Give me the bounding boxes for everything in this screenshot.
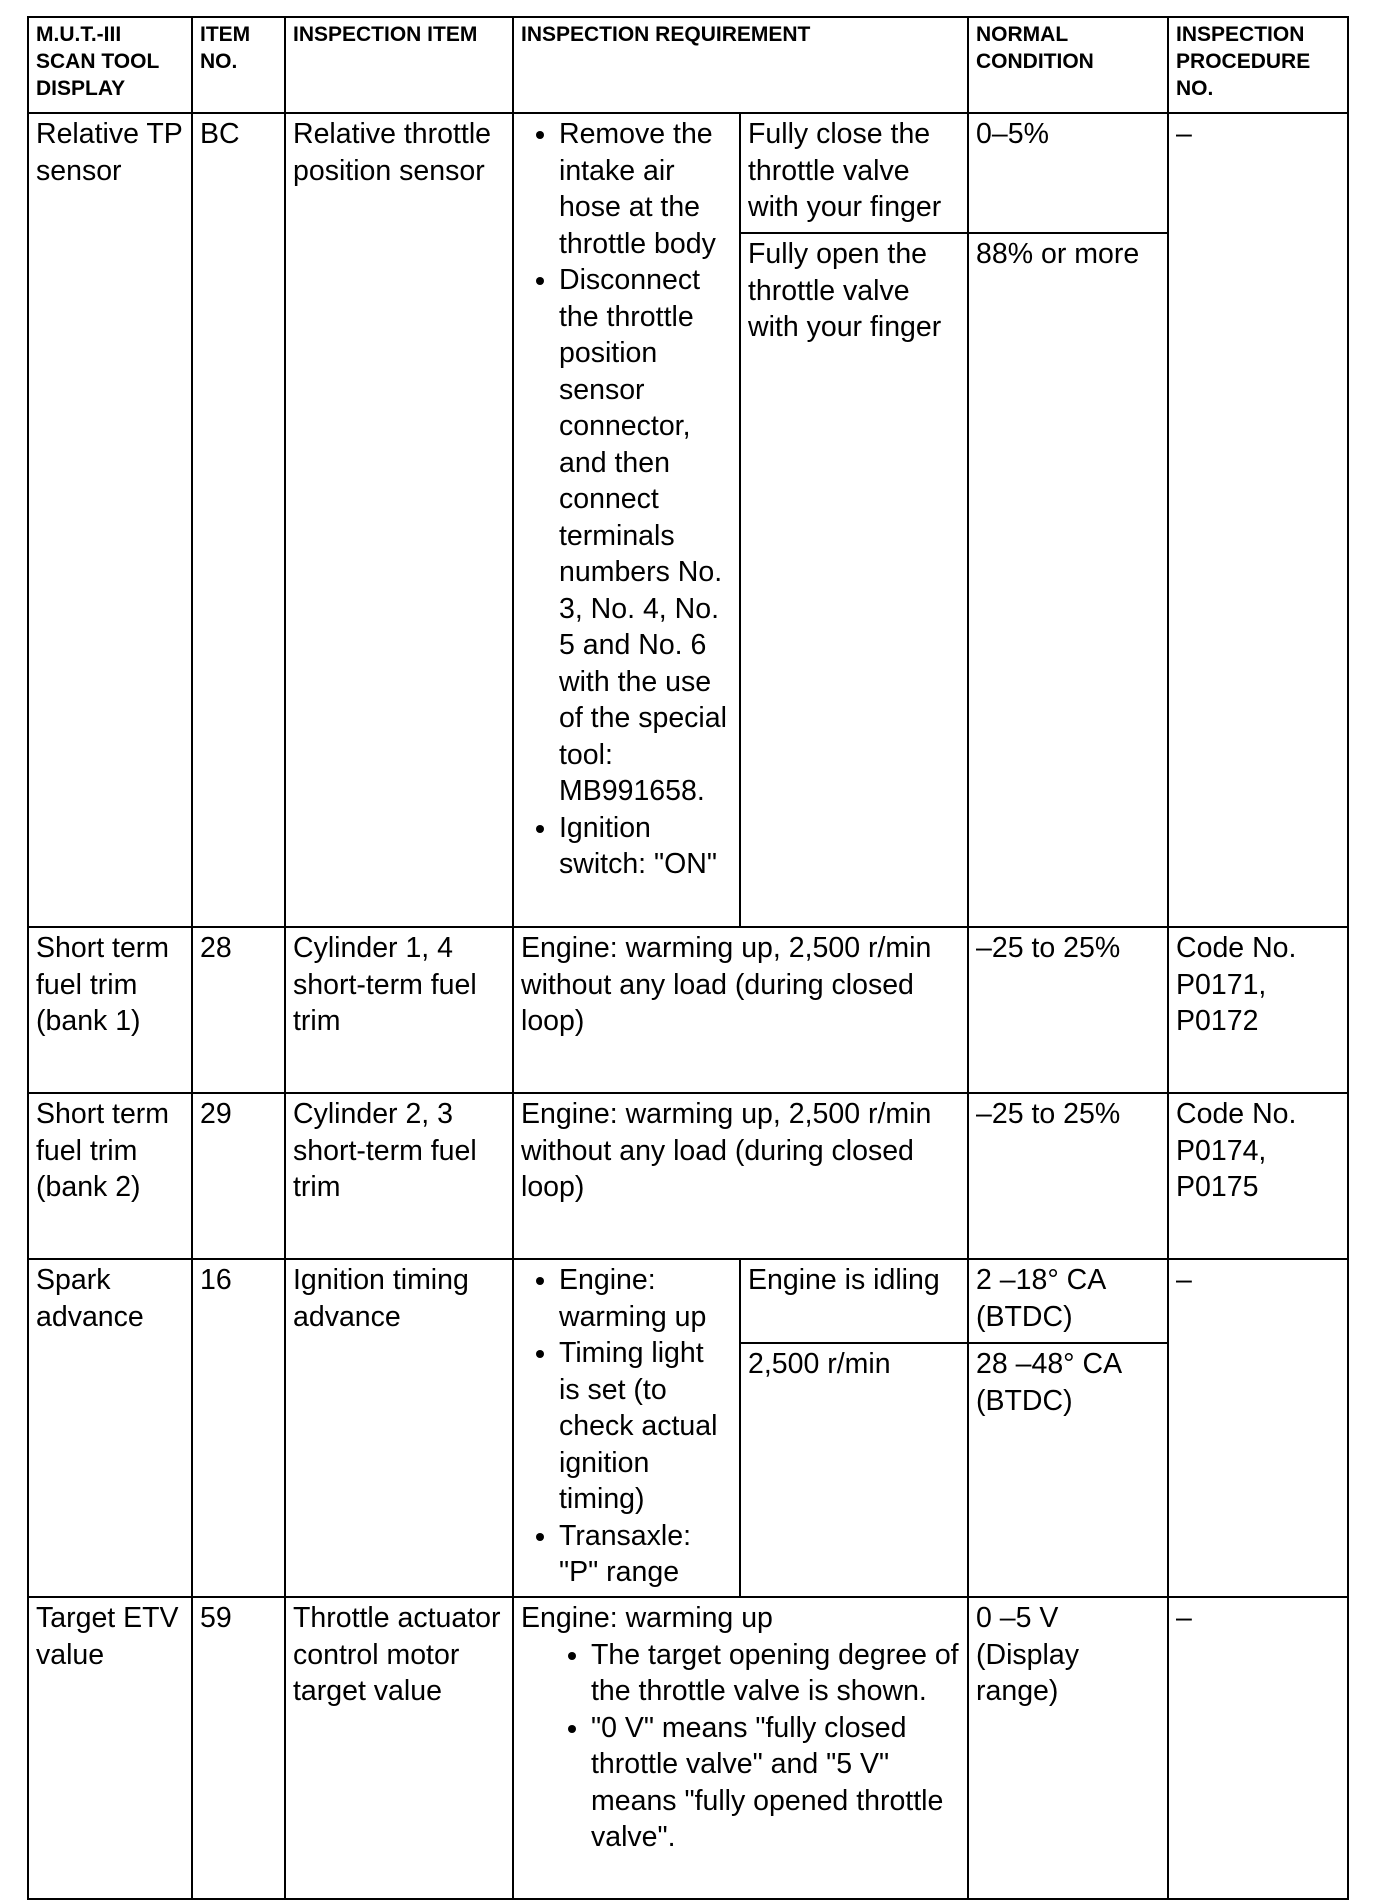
cell-procedure: Code No. P0171, P0172 <box>1168 927 1348 1093</box>
cell-normal: 28 –48° CA (BTDC) <box>968 1343 1168 1597</box>
cell-item: Relative throttle position sensor <box>285 113 513 927</box>
table-row-tp-1 <box>28 113 1348 233</box>
cell-condition: Fully close the throttle valve with your finger <box>740 113 968 233</box>
list-item: • Transaxle: "P" range <box>559 1518 732 1591</box>
header-inspection-requirement: INSPECTION REQUIREMENT <box>513 17 968 113</box>
list-item: • Engine: warming up <box>559 1262 732 1335</box>
cell-item-no: 16 <box>192 1259 285 1597</box>
cell-display: Target ETV value <box>28 1597 192 1899</box>
cell-display: Short term fuel trim (bank 1) <box>28 927 192 1093</box>
cell-condition: Engine is idling <box>740 1259 968 1343</box>
cell-normal: 88% or more <box>968 233 1168 927</box>
cell-item-no: 28 <box>192 927 285 1093</box>
requirement-list <box>521 116 732 883</box>
cell-condition: Fully open the throttle valve with your finger <box>740 233 968 927</box>
table-row-spark-1 <box>28 1259 1348 1343</box>
cell-normal: –25 to 25% <box>968 927 1168 1093</box>
header-display: M.U.T.-III SCAN TOOL DISPLAY <box>28 17 192 113</box>
cell-item: Ignition timing advance <box>285 1259 513 1597</box>
cell-item-no: BC <box>192 113 285 927</box>
cell-condition: 2,500 r/min <box>740 1343 968 1597</box>
list-item: • The target opening degree of the throttle valve is shown. <box>591 1637 960 1710</box>
inspection-table <box>27 16 1349 1900</box>
cell-requirement <box>513 1259 740 1597</box>
table-row-stft1 <box>28 927 1348 1093</box>
table-row-stft2 <box>28 1093 1348 1259</box>
requirement-list <box>521 1637 960 1856</box>
cell-requirement: Engine: warming up, 2,500 r/min without any load (during closed loop) <box>513 927 968 1093</box>
list-item: • "0 V" means "fully closed throttle valve" and "5 V" means "fully opened throttle valve". <box>591 1710 960 1856</box>
list-item: • Remove the intake air hose at the throttle body <box>559 116 732 262</box>
cell-procedure: – <box>1168 1597 1348 1899</box>
list-item: • Disconnect the throttle position sensor connector, and then connect terminals numbers No. 3, No. 4, No. 5 and No. 6 with the use of the special tool: MB991658. <box>559 262 732 810</box>
cell-procedure: Code No. P0174, P0175 <box>1168 1093 1348 1259</box>
cell-item-no: 59 <box>192 1597 285 1899</box>
cell-requirement <box>513 1597 968 1899</box>
header-normal-condition: NORMAL CONDITION <box>968 17 1168 113</box>
cell-requirement <box>513 113 740 927</box>
header-item-no: ITEM NO. <box>192 17 285 113</box>
header-procedure-no: INSPECTION PROCEDURE NO. <box>1168 17 1348 113</box>
cell-display: Relative TP sensor <box>28 113 192 927</box>
cell-item-no: 29 <box>192 1093 285 1259</box>
table-row-etv <box>28 1597 1348 1899</box>
cell-display: Short term fuel trim (bank 2) <box>28 1093 192 1259</box>
cell-normal: 2 –18° CA (BTDC) <box>968 1259 1168 1343</box>
cell-normal: 0 –5 V (Display range) <box>968 1597 1168 1899</box>
cell-normal: 0–5% <box>968 113 1168 233</box>
cell-item: Cylinder 1, 4 short-term fuel trim <box>285 927 513 1093</box>
requirement-list <box>521 1262 732 1591</box>
cell-item: Cylinder 2, 3 short-term fuel trim <box>285 1093 513 1259</box>
list-item: • Ignition switch: "ON" <box>559 810 732 883</box>
header-inspection-item: INSPECTION ITEM <box>285 17 513 113</box>
cell-normal: –25 to 25% <box>968 1093 1168 1259</box>
cell-procedure: – <box>1168 113 1348 927</box>
cell-requirement: Engine: warming up, 2,500 r/min without any load (during closed loop) <box>513 1093 968 1259</box>
cell-display: Spark advance <box>28 1259 192 1597</box>
requirement-title: Engine: warming up <box>521 1602 773 1634</box>
cell-item: Throttle actuator control motor target value <box>285 1597 513 1899</box>
cell-procedure: – <box>1168 1259 1348 1597</box>
list-item: • Timing light is set (to check actual ignition timing) <box>559 1335 732 1518</box>
header-row <box>28 17 1348 113</box>
